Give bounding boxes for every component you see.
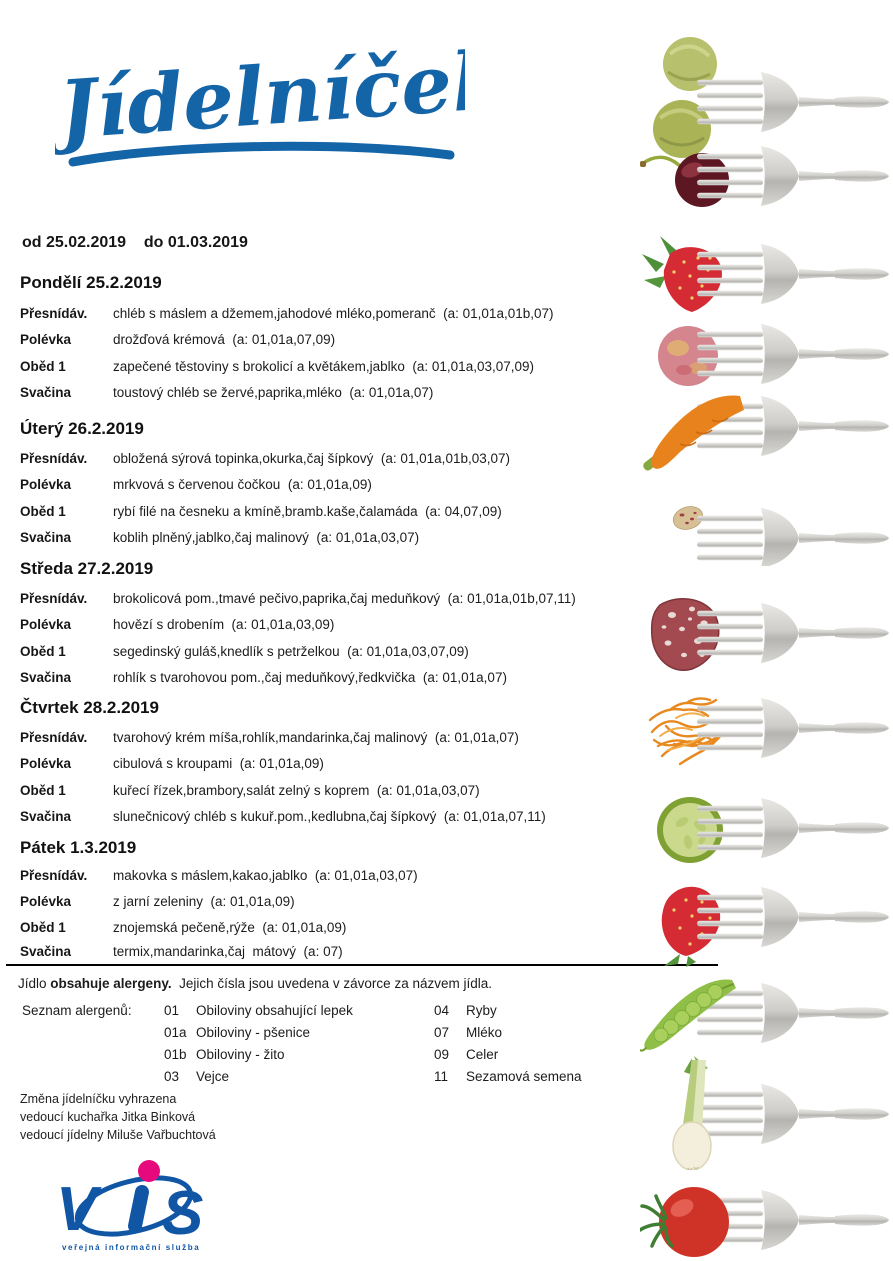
meal-text: chléb s máslem a džemem,jahodové mléko,pomeranč (a: 01,01a,01b,07) [113,306,554,321]
separator-line [6,964,718,966]
meal-label: Svačina [20,670,72,685]
meal-label: Oběd 1 [20,920,66,935]
allergen-row [0,1069,660,1087]
allergen-code: 03 [164,1069,180,1084]
allergen-list-label: Seznam alergenů: [22,1003,132,1018]
allergen-row [0,1047,660,1065]
vis-letter-i-stem [135,1192,142,1226]
meal-text: z jarní zeleniny (a: 01,01a,09) [113,894,295,909]
meal-label: Polévka [20,617,72,632]
menu-row [0,756,665,774]
allergen-name: Obiloviny - žito [196,1047,285,1062]
meal-label: Svačina [20,809,72,824]
vis-letter-s: S [162,1179,204,1248]
food-fork-strawberry [640,228,893,320]
allergen-row [0,1025,660,1043]
vis-pink-dot [138,1160,160,1182]
meal-label: Přesnídáv. [20,306,88,321]
meal-text: slunečnicový chléb s kukuř.pom.,kedlubna,čaj šípkový (a: 01,01a,07,11) [113,809,546,824]
pea-pod-image [640,979,736,1050]
allergen-code: 01b [164,1047,187,1062]
footer-line: Změna jídelníčku vyhrazena [20,1092,177,1106]
date-range: od 25.02.2019 do 01.03.2019 [22,234,248,251]
meal-label: Přesnídáv. [20,730,88,745]
fork-icon [697,1084,889,1144]
food-fork-spring-onion [640,1052,893,1170]
meal-text: cibulová s kroupami (a: 01,01a,09) [113,756,324,771]
menu-row [0,920,665,938]
allergen-name: Ryby [466,1003,497,1018]
allergen-name: Obiloviny - pšenice [196,1025,311,1040]
allergen-name: Mléko [466,1025,503,1040]
meal-text: zapečené těstoviny s brokolicí a květákem,jablko (a: 01,01a,03,07,09) [113,359,534,374]
meal-text: brokolicová pom.,tmavé pečivo,paprika,čaj meduňkový (a: 01,01a,01b,07,11) [113,591,576,606]
meal-text: hovězí s drobením (a: 01,01a,03,09) [113,617,335,632]
day-heading-wednesday: Středa 27.2.2019 [20,559,154,578]
allergen-name: Vejce [196,1069,230,1084]
allergen-code: 09 [434,1047,450,1062]
tomato-image [640,1187,729,1257]
meal-label: Svačina [20,530,72,545]
food-fork-cherry [640,140,893,212]
vis-logo [52,1156,242,1248]
meal-text: termix,mandarinka,čaj mátový (a: 07) [113,944,343,959]
meal-label: Svačina [20,385,72,400]
allergen-code: 04 [434,1003,450,1018]
food-fork-salami [640,585,893,680]
food-fork-grated-carrot [640,680,893,775]
meal-label: Oběd 1 [20,644,66,659]
meal-label: Polévka [20,894,72,909]
menu-row [0,385,665,403]
allergen-code: 01 [164,1003,180,1018]
menu-row [0,730,665,748]
meal-text: makovka s máslem,kakao,jablko (a: 01,01a,03,07) [113,868,418,883]
meal-label: Oběd 1 [20,783,66,798]
fork-icon [697,244,889,304]
meal-label: Přesnídáv. [20,591,88,606]
menu-row [0,306,665,324]
menu-row [0,644,665,662]
food-fork-pea-pod [640,968,893,1056]
salami-image [652,599,719,671]
meal-text: mrkvová s červenou čočkou (a: 01,01a,09) [113,477,372,492]
vis-tagline: veřejná informační služba [62,1243,201,1252]
day-heading-friday: Pátek 1.3.2019 [20,838,137,857]
menu-row [0,809,665,827]
meal-label: Oběd 1 [20,359,66,374]
menu-row [0,783,665,801]
menu-row [0,944,665,962]
food-fork-bean [640,498,893,566]
allergen-name: Celer [466,1047,499,1062]
footer-line: vedoucí kuchařka Jitka Binková [20,1110,196,1124]
fork-icon [697,72,889,132]
allergen-note [18,976,492,991]
fork-icon [697,603,889,663]
meal-text: obložená sýrová topinka,okurka,čaj šípkový (a: 01,01a,01b,03,07) [113,451,510,466]
food-fork-strawberry-2 [640,872,893,967]
menu-row [0,530,665,548]
fork-icon [697,798,889,858]
meal-label: Oběd 1 [20,504,66,519]
fork-icon [697,508,889,566]
day-heading-thursday: Čtvrtek 28.2.2019 [20,698,159,717]
menu-row [0,670,665,688]
allergen-note-prefix: Jídlo [18,976,51,991]
menu-row [0,332,665,350]
fork-icon [697,324,889,384]
menu-row [0,591,665,609]
meal-text: rybí filé na česneku a kmíně,bramb.kaše,čalamáda (a: 04,07,09) [113,504,502,519]
allergen-code: 07 [434,1025,450,1040]
food-fork-apple [640,318,893,390]
meal-text: znojemská pečeně,rýže (a: 01,01a,09) [113,920,347,935]
allergen-code: 01a [164,1025,187,1040]
vis-letter-v: V [56,1175,98,1244]
meal-text: rohlík s tvarohovou pom.,čaj meduňkový,ředkvička (a: 01,01a,07) [113,670,507,685]
footer-line: vedoucí jídelny Miluše Vařbuchtová [20,1128,216,1142]
food-fork-cucumber [640,788,893,870]
allergen-note-bold: obsahuje alergeny. [50,976,172,991]
allergen-code: 11 [434,1069,449,1084]
meal-text: toustový chléb se žervé,paprika,mléko (a: 01,01a,07) [113,385,434,400]
meal-text: drožďová krémová (a: 01,01a,07,09) [113,332,336,347]
jidelnicek-logo [55,40,465,180]
spring-onion-image [673,1056,711,1170]
menu-row [0,359,665,377]
food-fork-tomato [640,1178,893,1261]
strawberry-image [642,236,722,312]
menu-row [0,617,665,635]
meal-label: Svačina [20,944,72,959]
food-fork-carrot [640,388,893,480]
day-heading-monday: Pondělí 25.2.2019 [20,273,162,292]
day-heading-tuesday: Úterý 26.2.2019 [20,419,144,438]
meal-label: Přesnídáv. [20,868,88,883]
fork-icon [697,887,889,947]
meal-text: koblih plněný,jablko,čaj malinový (a: 01,01a,03,07) [113,530,420,545]
menu-row [0,504,665,522]
allergen-name: Obiloviny obsahující lepek [196,1003,353,1018]
meal-label: Přesnídáv. [20,451,88,466]
meal-text: segedinský guláš,knedlík s petrželkou (a: 01,01a,03,07,09) [113,644,469,659]
meal-text: tvarohový krém míša,rohlík,mandarinka,čaj malinový (a: 01,01a,07) [113,730,519,745]
meal-label: Polévka [20,477,72,492]
menu-row [0,477,665,495]
meal-text: kuřecí řízek,brambory,salát zelný s koprem (a: 01,01a,03,07) [113,783,480,798]
jidelnicek-logo-text: Jídelníček [55,40,465,158]
allergen-note-suffix: Jejich čísla jsou uvedena v závorce za názvem jídla. [171,976,492,991]
allergen-name: Sezamová semena [466,1069,582,1084]
menu-row [0,868,665,886]
fork-icon [697,698,889,758]
allergen-row [0,1003,660,1021]
menu-row [0,451,665,469]
menu-row [0,894,665,912]
meal-label: Polévka [20,332,72,347]
meal-label: Polévka [20,756,72,771]
